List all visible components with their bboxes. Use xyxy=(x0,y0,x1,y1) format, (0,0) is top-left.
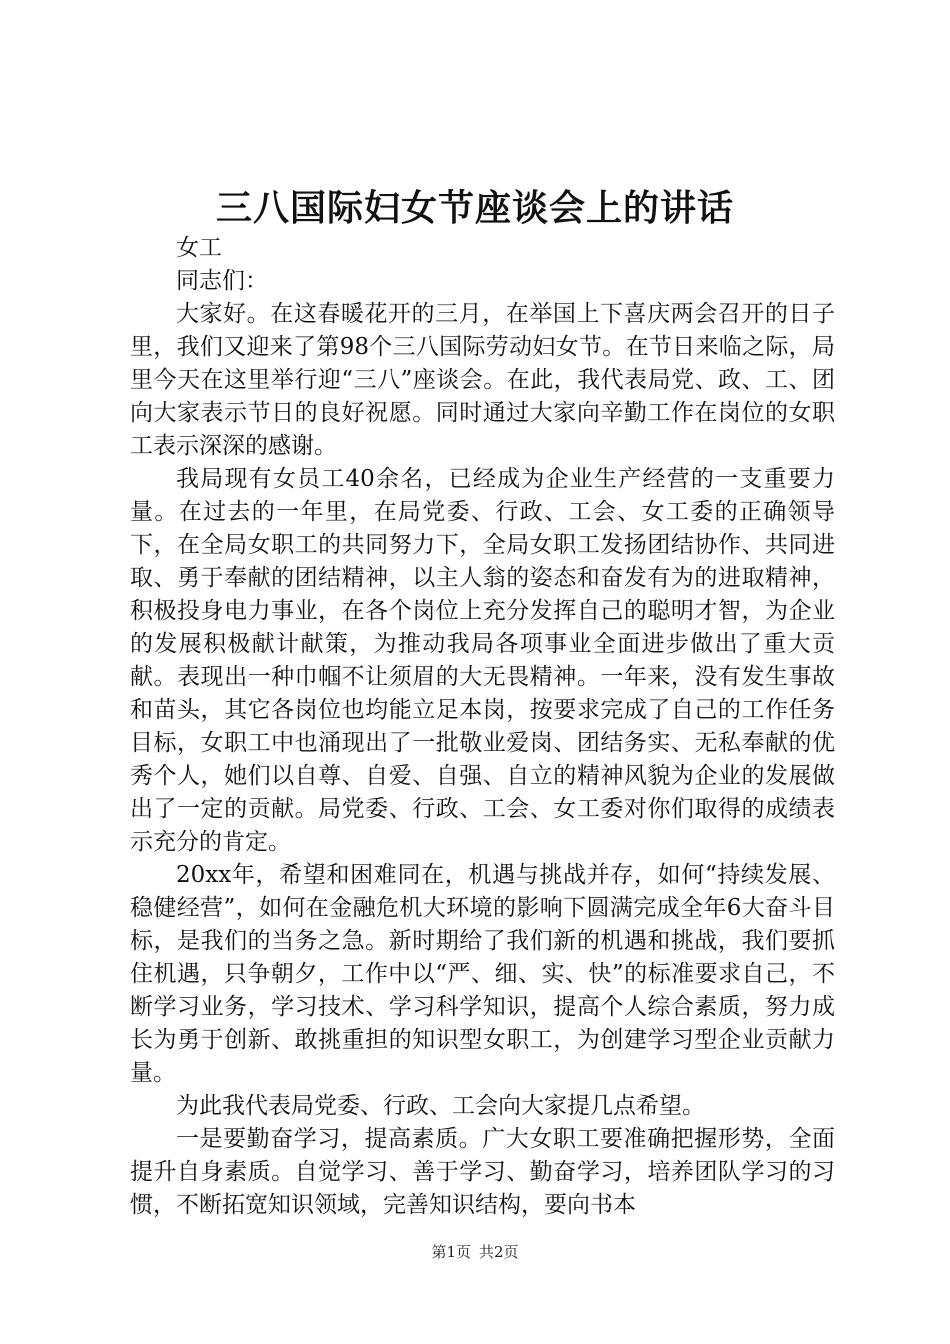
paragraph: 我局现有女员工40余名，已经成为企业生产经营的一支重要力量。在过去的一年里，在局党委、行政、工会、女工委的正确领导下，在全局女职工的共同努力下，全局女职工发扬团结协作、共同进取、勇于奉献的团结精神，以主人翁的姿态和奋发有为的进取精神，积极投身电力事业，在各个岗位上充分发挥自己的聪明才智，为企业的发展积极献计献策，为推动我局各项事业全面进步做出了重大贡献。表现出一种巾帼不让须眉的大无畏精神。一年来，没有发生事故和苗头，其它各岗位也均能立足本岗，按要求完成了自己的工作任务目标，女职工中也涌现出了一批敬业爱岗、团结务实、无私奉献的优秀个人，她们以自尊、自爱、自强、自立的精神风貌为企业的发展做出了一定的贡献。局党委、行政、工会、女工委对你们取得的成绩表示充分的肯定。 xyxy=(130,466,835,855)
page-number: 第1页 xyxy=(431,1243,471,1261)
paragraph: 一是要勤奋学习，提高素质。广大女职工要准确把握形势，全面提升自身素质。自觉学习、善于学习、勤奋学习，培养团队学习的习惯，不断拓宽知识领域，完善知识结构，要向书本 xyxy=(130,1126,835,1218)
paragraph: 大家好。在这春暖花开的三月，在举国上下喜庆两会召开的日子里，我们又迎来了第98个三八国际劳动妇女节。在节日来临之际，局里今天在这里举行迎“三八”座谈会。在此，我代表局党、政、工、团向大家表示节日的良好祝愿。同时通过大家向辛勤工作在岗位的女职工表示深深的感谢。 xyxy=(130,301,835,459)
paragraph: 为此我代表局党委、行政、工会向大家提几点希望。 xyxy=(176,1093,705,1119)
page-title: 三八国际妇女节座谈会上的讲话 xyxy=(215,187,734,229)
page-total: 共2页 xyxy=(479,1243,519,1261)
document-body xyxy=(130,232,835,1222)
page-footer xyxy=(0,1242,950,1262)
paragraph: 20xx年，希望和困难同在，机遇与挑战并存，如何“持续发展、稳健经营”，如何在金融危机大环境的影响下圆满完成全年6大奋斗目标，是我们的当务之急。新时期给了我们新的机遇和挑战，我们要抓住机遇，只争朝夕，工作中以“严、细、实、快”的标准要求自己，不断学习业务，学习技术、学习科学知识，提高个人综合素质，努力成长为勇于创新、敢挑重担的知识型女职工，为创建学习型企业贡献力量。 xyxy=(130,862,835,1086)
salutation-line-2: 同志们： xyxy=(176,268,268,294)
salutation-line-1: 女工 xyxy=(176,235,222,261)
